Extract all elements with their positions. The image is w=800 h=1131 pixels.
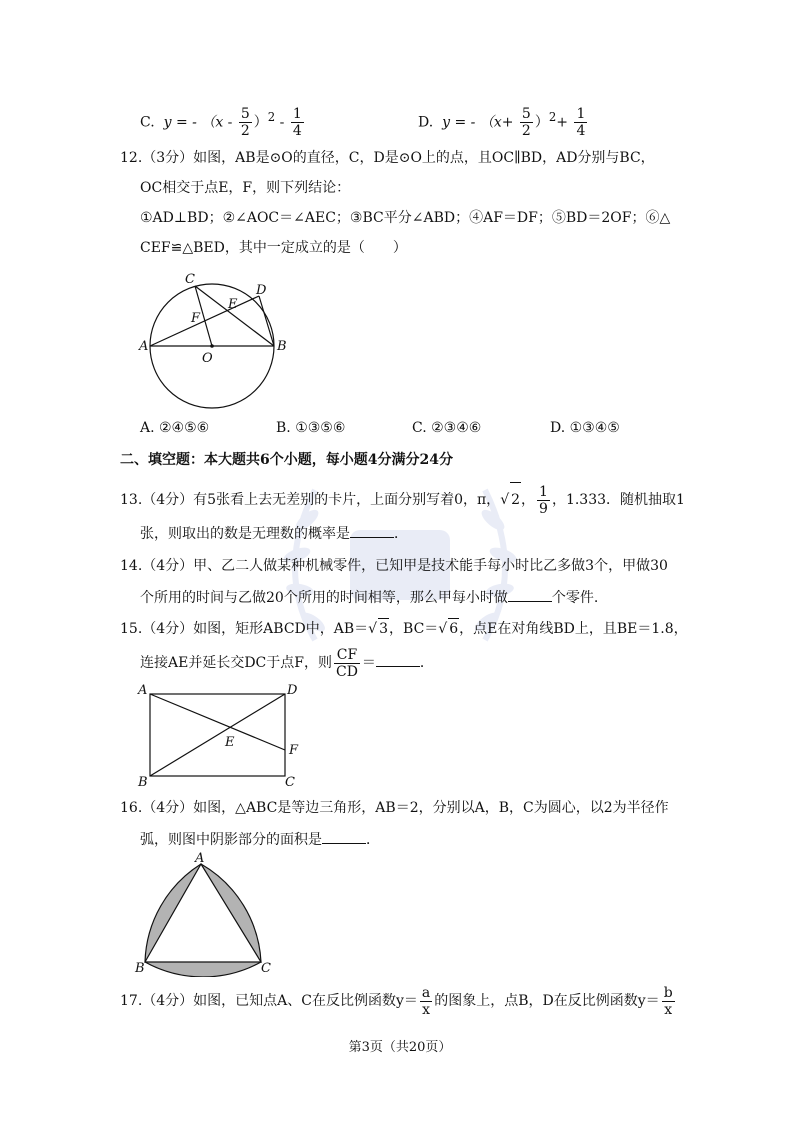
label-a: A xyxy=(138,683,148,698)
q12-circle-figure xyxy=(135,268,300,418)
label-c: C xyxy=(185,272,195,287)
q16-line2: 弧，则图中阴影部分的面积是 ． xyxy=(140,832,380,848)
label-e: E xyxy=(228,297,238,312)
label-b: B xyxy=(277,339,287,354)
answer-blank[interactable] xyxy=(322,831,366,844)
q12-line1: 12.（3分）如图，AB是⊙O的直径，C，D是⊙O上的点，且OC∥BD，AD分别与BC， xyxy=(120,150,655,166)
q13-line1: 13.（4分）有5张看上去无差别的卡片，上面分别写着0，π，√ 2， $\frac{1}{9}$ ，1.333．随机抽取1 xyxy=(120,483,685,517)
q11-option-d: D. y = - （x+ $\frac{5}{2}$ ）$^2$+ $\frac{1}{4}$ xyxy=(418,106,586,139)
q14-line2: 个所用的时间与乙做20个所用的时间相等，那么甲每小时做 个零件. xyxy=(140,590,599,606)
label-a: A xyxy=(195,852,205,866)
q14-line1: 14.（4分）甲、乙二人做某种机械零件，已知甲是技术能手每小时比乙多做3个，甲做30 xyxy=(120,558,668,574)
label-c: C xyxy=(261,961,271,976)
answer-blank[interactable] xyxy=(376,654,420,667)
q13-line2: 张，则取出的数是无理数的概率是 ． xyxy=(140,526,408,542)
q12-line4: CEF≌△BED，其中一定成立的是（ ） xyxy=(140,240,407,256)
q12-option-a: A. ②④⑤⑥ xyxy=(140,420,210,436)
q15-line1: 15.（4分）如图，矩形ABCD中，AB＝√ 3，BC＝√ 6，点E在对角线BD上，且BE＝1.8， xyxy=(120,618,688,639)
q11-option-c: C. y = - （x - $\frac{5}{2}$ ）$^2$ - $\frac{1}{4}$ xyxy=(140,106,302,139)
q16-line1: 16.（4分）如图，△ABC是等边三角形，AB＝2，分别以A，B，C为圆心，以2为半径作 xyxy=(120,800,669,816)
label-d: D xyxy=(256,283,267,298)
q16-reuleaux-figure xyxy=(133,852,283,977)
q12-option-b: B. ①③⑤⑥ xyxy=(276,420,346,436)
answer-blank[interactable] xyxy=(508,589,552,602)
page-footer: 第3页（共20页） xyxy=(348,1040,452,1055)
q12-line2: OC相交于点E，F，则下列结论： xyxy=(140,180,351,196)
answer-blank[interactable] xyxy=(350,525,394,538)
label-e: E xyxy=(225,735,235,750)
label-o: O xyxy=(202,351,213,366)
label-f: F xyxy=(191,311,201,326)
label-c: C xyxy=(285,775,295,790)
q15-rectangle-figure xyxy=(135,682,305,790)
q12-line3: ①AD⊥BD；②∠AOC＝∠AEC；③BC平分∠ABD；④AF＝DF；⑤BD＝2OF；⑥△ xyxy=(140,210,671,226)
label-b: B xyxy=(138,775,148,790)
label-a: A xyxy=(139,339,149,354)
q17-line1: 17.（4分）如图，已知点A、C在反比例函数y＝ $\frac{a}{x}$ 的图象上，点B，D在反比例函数y＝ $\frac{b}{x}$ xyxy=(120,984,673,1018)
label-d: D xyxy=(287,683,298,698)
label-f: F xyxy=(289,743,299,758)
section-heading: 二、填空题：本大题共6个小题，每小题4分满分24分 xyxy=(120,452,453,468)
q12-option-c: C. ②③④⑥ xyxy=(412,420,482,436)
q12-option-d: D. ①③④⑤ xyxy=(550,420,620,436)
q15-line2: 连接AE并延长交DC于点F，则 $\frac{CF}{CD}$ ＝ ． xyxy=(140,646,434,680)
label-b: B xyxy=(135,961,145,976)
